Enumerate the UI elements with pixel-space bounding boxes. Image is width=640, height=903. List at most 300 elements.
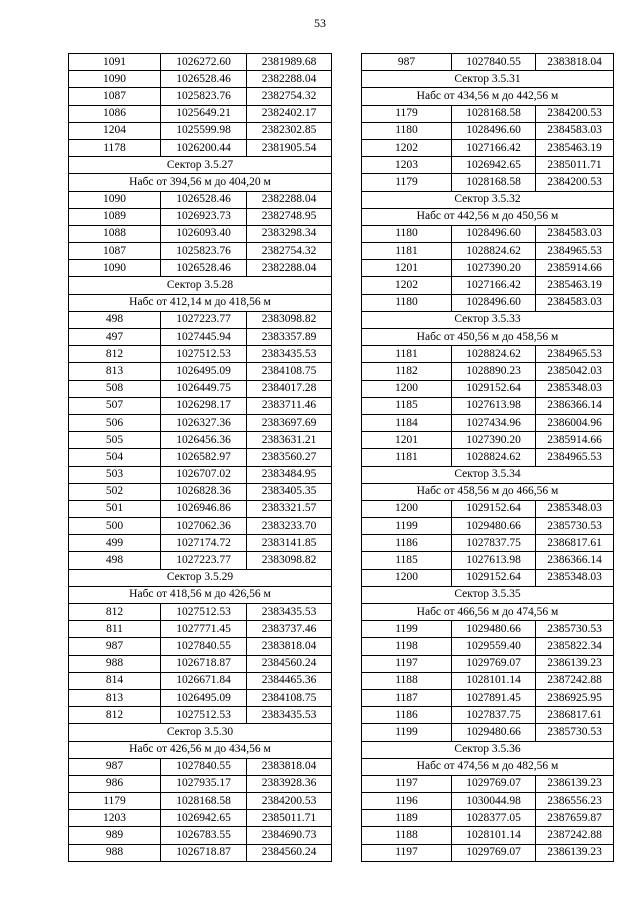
x-coordinate-cell: 1028101.14 bbox=[452, 827, 536, 844]
sector-header-cell: Набс от 474,56 м до 482,56 м bbox=[362, 758, 614, 775]
y-coordinate-cell: 2384560.24 bbox=[247, 655, 332, 672]
sector-header-row bbox=[362, 466, 614, 483]
point-number-cell: 813 bbox=[69, 363, 161, 380]
x-coordinate-cell: 1027891.45 bbox=[452, 689, 536, 706]
y-coordinate-cell: 2386556.23 bbox=[536, 793, 614, 810]
x-coordinate-cell: 1026718.87 bbox=[161, 655, 247, 672]
table-row bbox=[362, 174, 614, 191]
table-row bbox=[362, 105, 614, 122]
y-coordinate-cell: 2384965.53 bbox=[536, 243, 614, 260]
point-number-cell: 1202 bbox=[362, 139, 452, 156]
y-coordinate-cell: 2385042.03 bbox=[536, 363, 614, 380]
sector-header-cell: Сектор 3.5.32 bbox=[362, 191, 614, 208]
x-coordinate-cell: 1026200.44 bbox=[161, 139, 247, 156]
point-number-cell: 1184 bbox=[362, 414, 452, 431]
x-coordinate-cell: 1027512.53 bbox=[161, 346, 247, 363]
right-coordinates-table bbox=[361, 53, 614, 862]
point-number-cell: 812 bbox=[69, 707, 161, 724]
x-coordinate-cell: 1027062.36 bbox=[161, 518, 247, 535]
sector-header-row bbox=[362, 329, 614, 346]
y-coordinate-cell: 2386004.96 bbox=[536, 414, 614, 431]
table-row bbox=[69, 88, 332, 105]
table-row bbox=[69, 655, 332, 672]
y-coordinate-cell: 2386139.23 bbox=[536, 655, 614, 672]
point-number-cell: 504 bbox=[69, 449, 161, 466]
x-coordinate-cell: 1026942.65 bbox=[161, 810, 247, 827]
sector-header-row bbox=[362, 71, 614, 88]
table-row bbox=[362, 346, 614, 363]
y-coordinate-cell: 2382748.95 bbox=[247, 208, 332, 225]
point-number-cell: 813 bbox=[69, 689, 161, 706]
x-coordinate-cell: 1026298.17 bbox=[161, 397, 247, 414]
table-row bbox=[362, 827, 614, 844]
point-number-cell: 1091 bbox=[69, 54, 161, 71]
x-coordinate-cell: 1026449.75 bbox=[161, 380, 247, 397]
y-coordinate-cell: 2383631.21 bbox=[247, 432, 332, 449]
sector-header-cell: Сектор 3.5.29 bbox=[69, 569, 332, 586]
x-coordinate-cell: 1027166.42 bbox=[452, 139, 536, 156]
table-row bbox=[69, 191, 332, 208]
point-number-cell: 1186 bbox=[362, 535, 452, 552]
table-row bbox=[69, 260, 332, 277]
table-row bbox=[362, 844, 614, 861]
sector-header-cell: Сектор 3.5.36 bbox=[362, 741, 614, 758]
table-row bbox=[69, 122, 332, 139]
point-number-cell: 1202 bbox=[362, 277, 452, 294]
point-number-cell: 1188 bbox=[362, 672, 452, 689]
y-coordinate-cell: 2382402.17 bbox=[247, 105, 332, 122]
y-coordinate-cell: 2383818.04 bbox=[247, 758, 332, 775]
table-row bbox=[69, 54, 332, 71]
x-coordinate-cell: 1029152.64 bbox=[452, 569, 536, 586]
x-coordinate-cell: 1026495.09 bbox=[161, 363, 247, 380]
y-coordinate-cell: 2385914.66 bbox=[536, 432, 614, 449]
table-row bbox=[69, 844, 332, 861]
point-number-cell: 1180 bbox=[362, 294, 452, 311]
point-number-cell: 1201 bbox=[362, 432, 452, 449]
sector-header-cell: Сектор 3.5.30 bbox=[69, 724, 332, 741]
point-number-cell: 1179 bbox=[362, 105, 452, 122]
point-number-cell: 1185 bbox=[362, 397, 452, 414]
y-coordinate-cell: 2383435.53 bbox=[247, 604, 332, 621]
point-number-cell: 500 bbox=[69, 518, 161, 535]
table-row bbox=[69, 500, 332, 517]
table-row bbox=[362, 793, 614, 810]
sector-header-row bbox=[362, 191, 614, 208]
y-coordinate-cell: 2385011.71 bbox=[247, 810, 332, 827]
x-coordinate-cell: 1027840.55 bbox=[161, 638, 247, 655]
y-coordinate-cell: 2383484.95 bbox=[247, 466, 332, 483]
table-row bbox=[69, 621, 332, 638]
table-row bbox=[362, 689, 614, 706]
point-number-cell: 1180 bbox=[362, 122, 452, 139]
point-number-cell: 811 bbox=[69, 621, 161, 638]
y-coordinate-cell: 2381905.54 bbox=[247, 139, 332, 156]
point-number-cell: 1180 bbox=[362, 225, 452, 242]
sector-header-row bbox=[362, 758, 614, 775]
x-coordinate-cell: 1026495.09 bbox=[161, 689, 247, 706]
point-number-cell: 1090 bbox=[69, 71, 161, 88]
sector-header-cell: Сектор 3.5.28 bbox=[69, 277, 332, 294]
x-coordinate-cell: 1027613.98 bbox=[452, 552, 536, 569]
x-coordinate-cell: 1025649.21 bbox=[161, 105, 247, 122]
y-coordinate-cell: 2383321.57 bbox=[247, 500, 332, 517]
table-row bbox=[69, 329, 332, 346]
x-coordinate-cell: 1027771.45 bbox=[161, 621, 247, 638]
sector-header-row bbox=[69, 741, 332, 758]
table-row bbox=[362, 569, 614, 586]
sector-header-row bbox=[69, 157, 332, 174]
y-coordinate-cell: 2385011.71 bbox=[536, 157, 614, 174]
sector-header-row bbox=[69, 174, 332, 191]
x-coordinate-cell: 1028168.58 bbox=[452, 174, 536, 191]
y-coordinate-cell: 2385348.03 bbox=[536, 380, 614, 397]
table-row bbox=[69, 71, 332, 88]
x-coordinate-cell: 1027837.75 bbox=[452, 707, 536, 724]
y-coordinate-cell: 2384200.53 bbox=[536, 105, 614, 122]
sector-header-cell: Набс от 394,56 м до 404,20 м bbox=[69, 174, 332, 191]
sector-header-row bbox=[362, 586, 614, 603]
point-number-cell: 1197 bbox=[362, 844, 452, 861]
table-row bbox=[362, 621, 614, 638]
table-row bbox=[362, 518, 614, 535]
y-coordinate-cell: 2384108.75 bbox=[247, 689, 332, 706]
point-number-cell: 508 bbox=[69, 380, 161, 397]
sector-header-cell: Набс от 442,56 м до 450,56 м bbox=[362, 208, 614, 225]
table-row bbox=[362, 397, 614, 414]
table-row bbox=[362, 638, 614, 655]
table-row bbox=[69, 311, 332, 328]
sector-header-cell: Сектор 3.5.35 bbox=[362, 586, 614, 603]
sector-header-row bbox=[362, 208, 614, 225]
y-coordinate-cell: 2384965.53 bbox=[536, 449, 614, 466]
point-number-cell: 1188 bbox=[362, 827, 452, 844]
table-row bbox=[362, 414, 614, 431]
table-row bbox=[69, 380, 332, 397]
table-row bbox=[362, 655, 614, 672]
table-row bbox=[69, 689, 332, 706]
y-coordinate-cell: 2382302.85 bbox=[247, 122, 332, 139]
y-coordinate-cell: 2384200.53 bbox=[247, 793, 332, 810]
y-coordinate-cell: 2383435.53 bbox=[247, 707, 332, 724]
table-row bbox=[362, 724, 614, 741]
table-row bbox=[362, 672, 614, 689]
x-coordinate-cell: 1029152.64 bbox=[452, 380, 536, 397]
y-coordinate-cell: 2386925.95 bbox=[536, 689, 614, 706]
sector-header-cell: Набс от 426,56 м до 434,56 м bbox=[69, 741, 332, 758]
point-number-cell: 1179 bbox=[69, 793, 161, 810]
table-row bbox=[362, 432, 614, 449]
left-coordinates-table bbox=[68, 53, 332, 862]
y-coordinate-cell: 2383405.35 bbox=[247, 483, 332, 500]
point-number-cell: 988 bbox=[69, 655, 161, 672]
y-coordinate-cell: 2384200.53 bbox=[536, 174, 614, 191]
point-number-cell: 1187 bbox=[362, 689, 452, 706]
x-coordinate-cell: 1028824.62 bbox=[452, 449, 536, 466]
table-row bbox=[69, 414, 332, 431]
y-coordinate-cell: 2383357.89 bbox=[247, 329, 332, 346]
point-number-cell: 1090 bbox=[69, 260, 161, 277]
x-coordinate-cell: 1027512.53 bbox=[161, 707, 247, 724]
y-coordinate-cell: 2383737.46 bbox=[247, 621, 332, 638]
point-number-cell: 1179 bbox=[362, 174, 452, 191]
left-table-body bbox=[69, 54, 332, 862]
point-number-cell: 1087 bbox=[69, 88, 161, 105]
table-row bbox=[69, 243, 332, 260]
y-coordinate-cell: 2386817.61 bbox=[536, 707, 614, 724]
y-coordinate-cell: 2385730.53 bbox=[536, 724, 614, 741]
x-coordinate-cell: 1027935.17 bbox=[161, 775, 247, 792]
x-coordinate-cell: 1027837.75 bbox=[452, 535, 536, 552]
x-coordinate-cell: 1026582.97 bbox=[161, 449, 247, 466]
point-number-cell: 506 bbox=[69, 414, 161, 431]
point-number-cell: 498 bbox=[69, 552, 161, 569]
sector-header-row bbox=[362, 741, 614, 758]
y-coordinate-cell: 2383697.69 bbox=[247, 414, 332, 431]
point-number-cell: 1199 bbox=[362, 518, 452, 535]
point-number-cell: 1090 bbox=[69, 191, 161, 208]
x-coordinate-cell: 1026456.36 bbox=[161, 432, 247, 449]
point-number-cell: 1200 bbox=[362, 500, 452, 517]
y-coordinate-cell: 2386139.23 bbox=[536, 775, 614, 792]
table-row bbox=[69, 466, 332, 483]
point-number-cell: 1200 bbox=[362, 380, 452, 397]
table-row bbox=[69, 518, 332, 535]
x-coordinate-cell: 1027174.72 bbox=[161, 535, 247, 552]
point-number-cell: 1198 bbox=[362, 638, 452, 655]
y-coordinate-cell: 2383233.70 bbox=[247, 518, 332, 535]
y-coordinate-cell: 2383928.36 bbox=[247, 775, 332, 792]
point-number-cell: 987 bbox=[69, 758, 161, 775]
table-row bbox=[362, 363, 614, 380]
x-coordinate-cell: 1026942.65 bbox=[452, 157, 536, 174]
point-number-cell: 987 bbox=[69, 638, 161, 655]
sector-header-cell: Сектор 3.5.31 bbox=[362, 71, 614, 88]
table-row bbox=[362, 380, 614, 397]
right-table-body bbox=[362, 54, 614, 862]
y-coordinate-cell: 2384583.03 bbox=[536, 122, 614, 139]
y-coordinate-cell: 2385463.19 bbox=[536, 139, 614, 156]
table-row bbox=[362, 243, 614, 260]
table-row bbox=[69, 346, 332, 363]
point-number-cell: 499 bbox=[69, 535, 161, 552]
y-coordinate-cell: 2385730.53 bbox=[536, 621, 614, 638]
x-coordinate-cell: 1028496.60 bbox=[452, 122, 536, 139]
y-coordinate-cell: 2386817.61 bbox=[536, 535, 614, 552]
x-coordinate-cell: 1029769.07 bbox=[452, 775, 536, 792]
table-row bbox=[69, 793, 332, 810]
y-coordinate-cell: 2383818.04 bbox=[247, 638, 332, 655]
table-row bbox=[69, 105, 332, 122]
y-coordinate-cell: 2383298.34 bbox=[247, 225, 332, 242]
x-coordinate-cell: 1025823.76 bbox=[161, 243, 247, 260]
x-coordinate-cell: 1029480.66 bbox=[452, 621, 536, 638]
table-row bbox=[362, 157, 614, 174]
sector-header-row bbox=[362, 88, 614, 105]
x-coordinate-cell: 1029152.64 bbox=[452, 500, 536, 517]
x-coordinate-cell: 1026093.40 bbox=[161, 225, 247, 242]
x-coordinate-cell: 1028824.62 bbox=[452, 243, 536, 260]
table-row bbox=[69, 139, 332, 156]
x-coordinate-cell: 1029480.66 bbox=[452, 518, 536, 535]
table-row bbox=[69, 638, 332, 655]
table-row bbox=[362, 707, 614, 724]
x-coordinate-cell: 1028824.62 bbox=[452, 346, 536, 363]
point-number-cell: 1086 bbox=[69, 105, 161, 122]
sector-header-cell: Набс от 412,14 м до 418,56 м bbox=[69, 294, 332, 311]
x-coordinate-cell: 1028168.58 bbox=[161, 793, 247, 810]
point-number-cell: 1203 bbox=[362, 157, 452, 174]
table-row bbox=[69, 552, 332, 569]
y-coordinate-cell: 2387242.88 bbox=[536, 672, 614, 689]
sector-header-cell: Сектор 3.5.34 bbox=[362, 466, 614, 483]
point-number-cell: 1204 bbox=[69, 122, 161, 139]
sector-header-cell: Набс от 458,56 м до 466,56 м bbox=[362, 483, 614, 500]
table-row bbox=[362, 294, 614, 311]
y-coordinate-cell: 2386366.14 bbox=[536, 552, 614, 569]
y-coordinate-cell: 2381989.68 bbox=[247, 54, 332, 71]
point-number-cell: 501 bbox=[69, 500, 161, 517]
point-number-cell: 1199 bbox=[362, 621, 452, 638]
y-coordinate-cell: 2386366.14 bbox=[536, 397, 614, 414]
x-coordinate-cell: 1025599.98 bbox=[161, 122, 247, 139]
table-row bbox=[69, 483, 332, 500]
x-coordinate-cell: 1026718.87 bbox=[161, 844, 247, 861]
y-coordinate-cell: 2383141.85 bbox=[247, 535, 332, 552]
point-number-cell: 986 bbox=[69, 775, 161, 792]
sector-header-row bbox=[69, 294, 332, 311]
x-coordinate-cell: 1026272.60 bbox=[161, 54, 247, 71]
y-coordinate-cell: 2382288.04 bbox=[247, 71, 332, 88]
point-number-cell: 1181 bbox=[362, 346, 452, 363]
table-row bbox=[362, 500, 614, 517]
x-coordinate-cell: 1027512.53 bbox=[161, 604, 247, 621]
y-coordinate-cell: 2382288.04 bbox=[247, 191, 332, 208]
table-row bbox=[69, 827, 332, 844]
point-number-cell: 497 bbox=[69, 329, 161, 346]
x-coordinate-cell: 1026923.73 bbox=[161, 208, 247, 225]
table-row bbox=[69, 604, 332, 621]
x-coordinate-cell: 1026828.36 bbox=[161, 483, 247, 500]
x-coordinate-cell: 1027613.98 bbox=[452, 397, 536, 414]
y-coordinate-cell: 2385348.03 bbox=[536, 500, 614, 517]
table-row bbox=[69, 432, 332, 449]
y-coordinate-cell: 2384583.03 bbox=[536, 294, 614, 311]
sector-header-cell: Набс от 450,56 м до 458,56 м bbox=[362, 329, 614, 346]
x-coordinate-cell: 1027223.77 bbox=[161, 311, 247, 328]
point-number-cell: 507 bbox=[69, 397, 161, 414]
table-row bbox=[362, 535, 614, 552]
point-number-cell: 1089 bbox=[69, 208, 161, 225]
point-number-cell: 1087 bbox=[69, 243, 161, 260]
x-coordinate-cell: 1026327.36 bbox=[161, 414, 247, 431]
point-number-cell: 1178 bbox=[69, 139, 161, 156]
table-row bbox=[362, 260, 614, 277]
point-number-cell: 988 bbox=[69, 844, 161, 861]
sector-header-cell: Набс от 418,56 м до 426,56 м bbox=[69, 586, 332, 603]
y-coordinate-cell: 2387242.88 bbox=[536, 827, 614, 844]
table-row bbox=[362, 139, 614, 156]
x-coordinate-cell: 1027434.96 bbox=[452, 414, 536, 431]
y-coordinate-cell: 2384560.24 bbox=[247, 844, 332, 861]
table-row bbox=[69, 208, 332, 225]
point-number-cell: 1197 bbox=[362, 655, 452, 672]
sector-header-cell: Сектор 3.5.33 bbox=[362, 311, 614, 328]
y-coordinate-cell: 2385914.66 bbox=[536, 260, 614, 277]
y-coordinate-cell: 2383435.53 bbox=[247, 346, 332, 363]
table-row bbox=[362, 225, 614, 242]
y-coordinate-cell: 2384108.75 bbox=[247, 363, 332, 380]
table-row bbox=[69, 758, 332, 775]
point-number-cell: 502 bbox=[69, 483, 161, 500]
sector-header-cell: Набс от 434,56 м до 442,56 м bbox=[362, 88, 614, 105]
y-coordinate-cell: 2384690.73 bbox=[247, 827, 332, 844]
x-coordinate-cell: 1027166.42 bbox=[452, 277, 536, 294]
x-coordinate-cell: 1026707.02 bbox=[161, 466, 247, 483]
point-number-cell: 1203 bbox=[69, 810, 161, 827]
point-number-cell: 1189 bbox=[362, 810, 452, 827]
y-coordinate-cell: 2382754.32 bbox=[247, 88, 332, 105]
point-number-cell: 1185 bbox=[362, 552, 452, 569]
point-number-cell: 503 bbox=[69, 466, 161, 483]
table-row bbox=[362, 810, 614, 827]
table-row bbox=[362, 552, 614, 569]
sector-header-row bbox=[69, 277, 332, 294]
point-number-cell: 505 bbox=[69, 432, 161, 449]
x-coordinate-cell: 1028496.60 bbox=[452, 294, 536, 311]
table-row bbox=[362, 54, 614, 71]
table-row bbox=[69, 225, 332, 242]
table-row bbox=[69, 672, 332, 689]
y-coordinate-cell: 2383098.82 bbox=[247, 552, 332, 569]
table-row bbox=[362, 122, 614, 139]
point-number-cell: 1186 bbox=[362, 707, 452, 724]
x-coordinate-cell: 1025823.76 bbox=[161, 88, 247, 105]
x-coordinate-cell: 1028496.60 bbox=[452, 225, 536, 242]
y-coordinate-cell: 2382288.04 bbox=[247, 260, 332, 277]
sector-header-row bbox=[362, 311, 614, 328]
y-coordinate-cell: 2384465.36 bbox=[247, 672, 332, 689]
point-number-cell: 1199 bbox=[362, 724, 452, 741]
table-row bbox=[362, 775, 614, 792]
point-number-cell: 1196 bbox=[362, 793, 452, 810]
x-coordinate-cell: 1027840.55 bbox=[452, 54, 536, 71]
point-number-cell: 1181 bbox=[362, 449, 452, 466]
x-coordinate-cell: 1026946.86 bbox=[161, 500, 247, 517]
sector-header-cell: Сектор 3.5.27 bbox=[69, 157, 332, 174]
y-coordinate-cell: 2385348.03 bbox=[536, 569, 614, 586]
y-coordinate-cell: 2383098.82 bbox=[247, 311, 332, 328]
x-coordinate-cell: 1027390.20 bbox=[452, 432, 536, 449]
point-number-cell: 989 bbox=[69, 827, 161, 844]
point-number-cell: 814 bbox=[69, 672, 161, 689]
point-number-cell: 1201 bbox=[362, 260, 452, 277]
sector-header-row bbox=[69, 724, 332, 741]
y-coordinate-cell: 2386139.23 bbox=[536, 844, 614, 861]
table-row bbox=[69, 397, 332, 414]
table-row bbox=[69, 363, 332, 380]
x-coordinate-cell: 1030044.98 bbox=[452, 793, 536, 810]
sector-header-row bbox=[69, 569, 332, 586]
x-coordinate-cell: 1028101.14 bbox=[452, 672, 536, 689]
point-number-cell: 1197 bbox=[362, 775, 452, 792]
x-coordinate-cell: 1026528.46 bbox=[161, 71, 247, 88]
table-row bbox=[69, 707, 332, 724]
table-row bbox=[69, 810, 332, 827]
page-number: 53 bbox=[314, 16, 326, 30]
x-coordinate-cell: 1027223.77 bbox=[161, 552, 247, 569]
x-coordinate-cell: 1026671.84 bbox=[161, 672, 247, 689]
